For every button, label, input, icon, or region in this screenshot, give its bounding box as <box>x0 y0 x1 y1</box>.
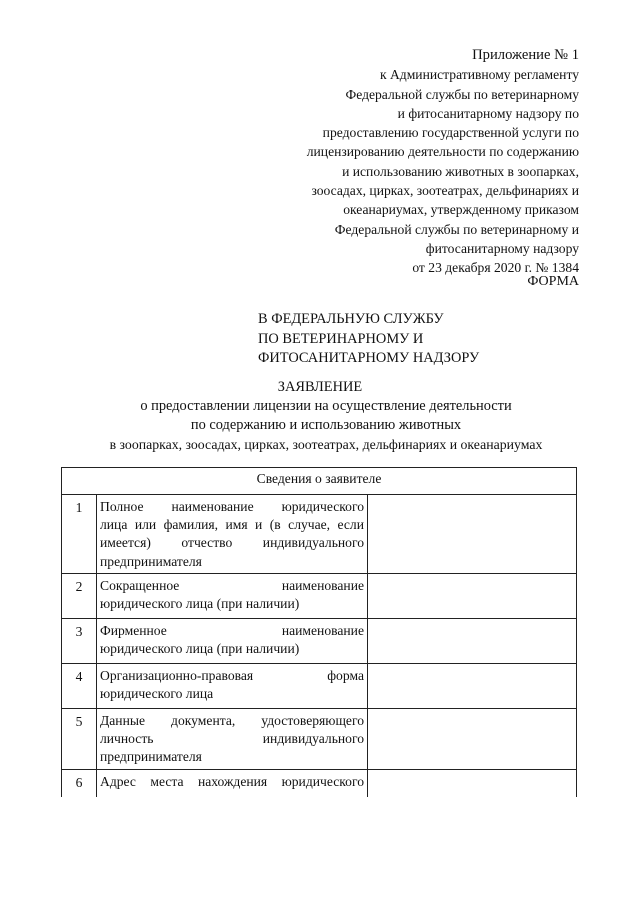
row-value-field[interactable] <box>368 708 577 769</box>
row-label-line: Адрес места нахождения юридического <box>100 773 364 789</box>
row-number: 1 <box>62 495 97 574</box>
row-number: 4 <box>62 663 97 708</box>
row-label <box>97 769 368 797</box>
table-row <box>62 708 577 769</box>
application-title: ЗАЯВЛЕНИЕ <box>277 379 363 395</box>
row-value-field[interactable] <box>368 573 577 618</box>
table-row <box>62 769 577 797</box>
appendix-line: Федеральной службы по ветеринарному и <box>334 221 579 237</box>
row-value-field[interactable] <box>368 618 577 663</box>
appendix-line: предоставлению государственной услуги по <box>322 125 579 141</box>
appendix-line: от 23 декабря 2020 г. № 1384 <box>412 260 579 276</box>
row-label-line: юридического лица (при наличии) <box>100 596 300 612</box>
row-label-line: юридического лица <box>100 686 214 702</box>
row-label-line: предпринимателя <box>100 553 202 569</box>
appendix-line: фитосанитарному надзору <box>425 240 579 256</box>
row-label <box>97 495 368 574</box>
table-row <box>62 618 577 663</box>
row-label <box>97 573 368 618</box>
row-label <box>97 708 368 769</box>
appendix-line: океанариумах, утвержденному приказом <box>343 202 579 218</box>
application-subtitle-line: в зоопарках, зоосадах, цирках, зоотеатрах, дельфинариях и океанариумах <box>109 437 543 452</box>
row-number: 2 <box>62 573 97 618</box>
appendix-line: зоосадах, цирках, зоотеатрах, дельфинариях и <box>311 183 579 199</box>
row-label-line: лица или фамилия, имя и (в случае, если <box>100 517 364 533</box>
application-subtitle-line: о предоставлении лицензии на осуществление деятельности <box>140 398 512 414</box>
row-label-line: имеется) отчество индивидуального <box>100 535 364 551</box>
application-subtitle-line: по содержанию и использованию животных <box>190 417 462 433</box>
row-value-field[interactable] <box>368 663 577 708</box>
addressee-line: ПО ВЕТЕРИНАРНОМУ И <box>258 330 424 347</box>
row-label <box>97 663 368 708</box>
row-number: 6 <box>62 769 97 797</box>
appendix-line: и фитосанитарному надзору по <box>397 105 579 121</box>
application-title-block <box>0 378 640 454</box>
applicant-info-table <box>61 467 577 797</box>
row-value-field[interactable] <box>368 495 577 574</box>
addressee <box>258 310 479 369</box>
form-label: ФОРМА <box>527 274 579 289</box>
table-row <box>62 573 577 618</box>
row-label-line: юридического лица (при наличии) <box>100 641 300 657</box>
appendix-line: к Административному регламенту <box>379 67 579 83</box>
addressee-line: В ФЕДЕРАЛЬНУЮ СЛУЖБУ <box>258 311 444 327</box>
table-row <box>62 663 577 708</box>
addressee-line: ФИТОСАНИТАРНОМУ НАДЗОРУ <box>258 350 480 366</box>
row-label-line: Организационно-правовая форма <box>100 667 364 683</box>
row-label-line: Данные документа, удостоверяющего <box>100 712 364 728</box>
row-label-line: Полное наименование юридического <box>100 499 364 514</box>
row-value-field[interactable] <box>368 769 577 797</box>
table-row <box>62 495 577 574</box>
appendix-line: Приложение № 1 <box>472 47 579 63</box>
appendix-line: Федеральной службы по ветеринарному <box>345 86 579 102</box>
appendix-line: лицензированию деятельности по содержанию <box>306 144 579 160</box>
row-number: 3 <box>62 618 97 663</box>
row-label <box>97 618 368 663</box>
row-label-line: Сокращенное наименование <box>100 577 364 593</box>
row-label-line: личность индивидуального <box>100 731 364 747</box>
appendix-line: и использованию животных в зоопарках, <box>342 163 579 179</box>
table-header: Сведения о заявителе <box>62 468 577 495</box>
row-label-line: Фирменное наименование <box>100 622 364 638</box>
row-number: 5 <box>62 708 97 769</box>
row-label-line: предпринимателя <box>100 749 202 765</box>
appendix-reference <box>307 46 579 278</box>
